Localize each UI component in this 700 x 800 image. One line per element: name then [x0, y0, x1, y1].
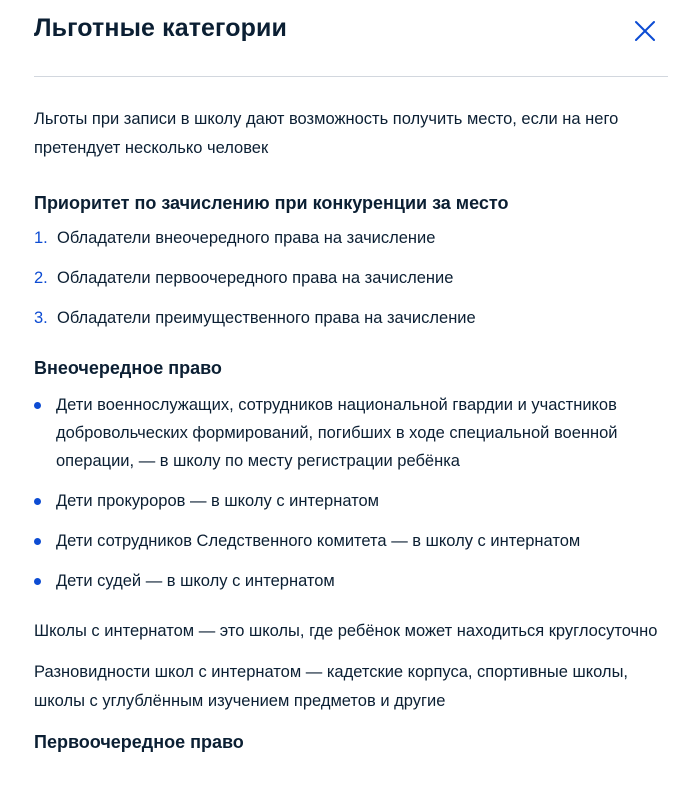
extraordinary-right-list — [34, 391, 672, 595]
priority-number: 1. — [34, 229, 48, 247]
priority-number: 3. — [34, 309, 48, 327]
close-icon — [632, 18, 658, 44]
modal-title: Льготные категории — [34, 14, 287, 42]
list-item — [34, 567, 672, 595]
list-item-text: Дети судей — в школу с интернатом — [56, 572, 335, 590]
boarding-school-note: Школы с интернатом — это школы, где ребёнок может находиться круглосуточно — [34, 622, 658, 640]
list-item — [34, 487, 672, 515]
modal-content — [34, 77, 672, 756]
bullet-dot-icon — [34, 402, 41, 409]
priority-item — [34, 266, 672, 290]
list-item-text: Дети сотрудников Следственного комитета — в школу с интернатом — [56, 532, 581, 550]
bullet-dot-icon — [34, 538, 41, 545]
bullet-dot-icon — [34, 578, 41, 585]
intro-text: Льготы при записи в школу дают возможность получить место, если на него претендует несколько человек — [34, 110, 619, 157]
bullet-dot-icon — [34, 498, 41, 505]
priority-text: Обладатели первоочередного права на зачисление — [57, 269, 454, 287]
boarding-school-types-note: Разновидности школ с интернатом — кадетские корпуса, спортивные школы, школы с углублённым изучением предметов и другие — [34, 663, 629, 710]
list-item-text: Дети прокуроров — в школу с интернатом — [56, 492, 380, 510]
priority-number: 2. — [34, 269, 48, 287]
priority-text: Обладатели внеочередного права на зачисление — [57, 229, 436, 247]
priority-list — [34, 226, 672, 330]
priority-heading: Приоритет по зачислению при конкуренции за место — [34, 193, 509, 213]
modal-header — [34, 0, 668, 77]
priority-item — [34, 226, 672, 250]
first-priority-heading: Первоочередное право — [34, 732, 244, 752]
priority-text: Обладатели преимущественного права на зачисление — [57, 309, 476, 327]
priority-item — [34, 306, 672, 330]
list-item-text: Дети военнослужащих, сотрудников национальной гвардии и участников добровольческих формирований, погибших в ходе специальной военной операции, — в школу по месту регистрации ребёнка — [56, 396, 618, 470]
close-button[interactable] — [632, 18, 658, 44]
list-item — [34, 391, 672, 475]
extraordinary-right-heading: Внеочередное право — [34, 358, 222, 378]
list-item — [34, 527, 672, 555]
